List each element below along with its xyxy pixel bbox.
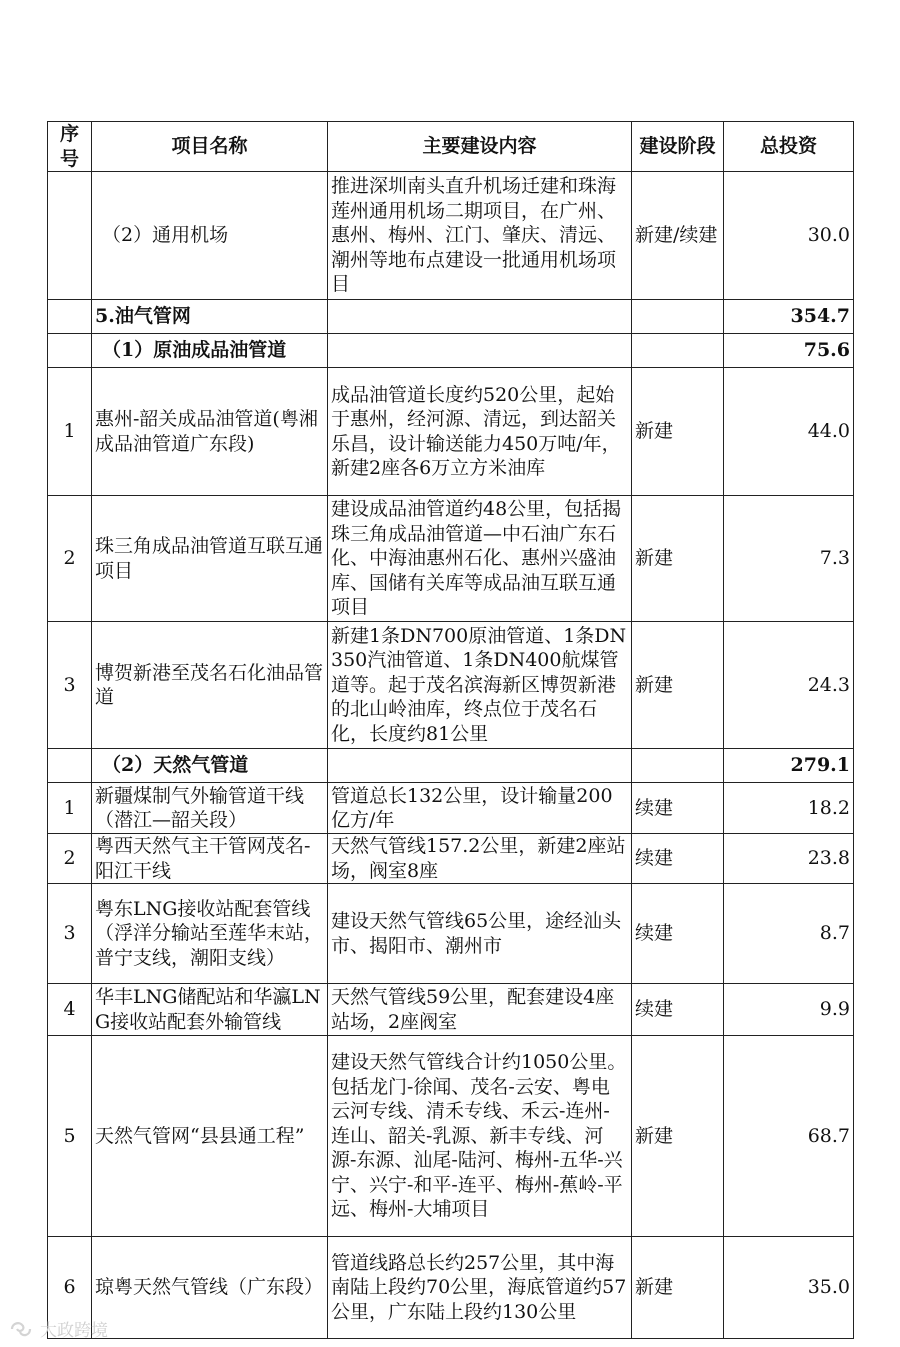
cell-investment: 23.8 xyxy=(724,834,854,884)
investment-table xyxy=(47,121,854,1339)
table-row xyxy=(48,783,854,834)
cell-content: 推进深圳南头直升机场迁建和珠海莲州通用机场二期项目，在广州、惠州、梅州、江门、肇庆、清远、潮州等地布点建设一批通用机场项目 xyxy=(328,172,632,300)
watermark-text: 大政跨境 xyxy=(40,1321,108,1341)
cell-investment: 44.0 xyxy=(724,368,854,496)
table-row xyxy=(48,368,854,496)
cell-investment: 24.3 xyxy=(724,622,854,749)
cell-investment: 7.3 xyxy=(724,496,854,622)
cell-investment: 9.9 xyxy=(724,984,854,1036)
cell-name: 琼粤天然气管线（广东段） xyxy=(92,1237,328,1339)
cell-name: （1）原油成品油管道 xyxy=(92,334,328,368)
cell-stage xyxy=(632,334,724,368)
cell-investment: 68.7 xyxy=(724,1036,854,1237)
watermark xyxy=(8,1316,108,1341)
cell-name: 粤东LNG接收站配套管线（浮洋分输站至莲华末站，普宁支线，潮阳支线） xyxy=(92,884,328,984)
section-row xyxy=(48,300,854,334)
table-row xyxy=(48,834,854,884)
table-row xyxy=(48,884,854,984)
table-row xyxy=(48,1237,854,1339)
cell-stage: 续建 xyxy=(632,834,724,884)
cell-stage: 新建/续建 xyxy=(632,172,724,300)
header-name: 项目名称 xyxy=(92,122,328,172)
cell-name: 博贺新港至茂名石化油品管道 xyxy=(92,622,328,749)
table-row xyxy=(48,496,854,622)
subsection-row xyxy=(48,334,854,368)
cell-content: 建设天然气管线65公里，途经汕头市、揭阳市、潮州市 xyxy=(328,884,632,984)
cell-content: 天然气管线157.2公里，新建2座站场，阀室8座 xyxy=(328,834,632,884)
cell-investment: 30.0 xyxy=(724,172,854,300)
cell-investment: 35.0 xyxy=(724,1237,854,1339)
cell-name: 惠州-韶关成品油管道(粤湘成品油管道广东段) xyxy=(92,368,328,496)
table-row xyxy=(48,172,854,300)
cell-content: 建设成品油管道约48公里，包括揭珠三角成品油管道—中石油广东石化、中海油惠州石化、惠州兴盛油库、国储有关库等成品油互联互通项目 xyxy=(328,496,632,622)
cell-no xyxy=(48,334,92,368)
cell-name: 天然气管网“县县通工程” xyxy=(92,1036,328,1237)
cell-no: 1 xyxy=(48,368,92,496)
table-row xyxy=(48,1036,854,1237)
cell-name: （2）天然气管道 xyxy=(92,749,328,783)
header-stage: 建设阶段 xyxy=(632,122,724,172)
cell-content: 管道总长132公里，设计输量200亿方/年 xyxy=(328,783,632,834)
cell-name: 珠三角成品油管道互联互通项目 xyxy=(92,496,328,622)
cell-content xyxy=(328,749,632,783)
header-row xyxy=(48,122,854,172)
cell-investment: 8.7 xyxy=(724,884,854,984)
cell-stage xyxy=(632,749,724,783)
cell-name: 5.油气管网 xyxy=(92,300,328,334)
cell-stage: 续建 xyxy=(632,783,724,834)
cell-no: 6 xyxy=(48,1237,92,1339)
subsection-row xyxy=(48,749,854,783)
cell-name: （2）通用机场 xyxy=(92,172,328,300)
cell-stage: 续建 xyxy=(632,984,724,1036)
cell-content: 新建1条DN700原油管道、1条DN350汽油管道、1条DN400航煤管道等。起于茂名滨海新区博贺新港的北山岭油库，终点位于茂名石化，长度约81公里 xyxy=(328,622,632,749)
cell-no: 3 xyxy=(48,622,92,749)
cell-stage: 新建 xyxy=(632,1036,724,1237)
cell-investment: 18.2 xyxy=(724,783,854,834)
cell-name: 新疆煤制气外输管道干线（潜江—韶关段） xyxy=(92,783,328,834)
table-row xyxy=(48,622,854,749)
cell-name: 华丰LNG储配站和华瀛LNG接收站配套外输管线 xyxy=(92,984,328,1036)
cell-stage: 新建 xyxy=(632,1237,724,1339)
cell-no: 2 xyxy=(48,834,92,884)
cell-content: 管道线路总长约257公里，其中海南陆上段约70公里，海底管道约57公里，广东陆上段约130公里 xyxy=(328,1237,632,1339)
cell-content: 建设天然气管线合计约1050公里。包括龙门-徐闻、茂名-云安、粤电云河专线、清禾专线、禾云-连州-连山、韶关-乳源、新丰专线、河源-东源、汕尾-陆河、梅州-五华-兴宁、兴宁-和平-连平、梅州-蕉岭-平远、梅州-大埔项目 xyxy=(328,1036,632,1237)
header-investment: 总投资 xyxy=(724,122,854,172)
cell-no: 2 xyxy=(48,496,92,622)
cell-no: 5 xyxy=(48,1036,92,1237)
cell-investment: 279.1 xyxy=(724,749,854,783)
cell-content xyxy=(328,334,632,368)
cell-stage: 续建 xyxy=(632,884,724,984)
cell-no xyxy=(48,172,92,300)
cell-content: 天然气管线59公里，配套建设4座站场，2座阀室 xyxy=(328,984,632,1036)
cell-stage: 新建 xyxy=(632,496,724,622)
table-row xyxy=(48,984,854,1036)
cell-content xyxy=(328,300,632,334)
cell-name: 粤西天然气主干管网茂名-阳江干线 xyxy=(92,834,328,884)
cell-content: 成品油管道长度约520公里，起始于惠州，经河源、清远，到达韶关乐昌，设计输送能力450万吨/年，新建2座各6万立方米油库 xyxy=(328,368,632,496)
header-no: 序号 xyxy=(48,122,92,172)
cell-no: 3 xyxy=(48,884,92,984)
swirl-logo-icon xyxy=(8,1318,34,1340)
header-content: 主要建设内容 xyxy=(328,122,632,172)
cell-investment: 75.6 xyxy=(724,334,854,368)
cell-stage: 新建 xyxy=(632,622,724,749)
cell-stage xyxy=(632,300,724,334)
cell-no: 1 xyxy=(48,783,92,834)
cell-no xyxy=(48,300,92,334)
cell-investment: 354.7 xyxy=(724,300,854,334)
cell-stage: 新建 xyxy=(632,368,724,496)
cell-no: 4 xyxy=(48,984,92,1036)
cell-no xyxy=(48,749,92,783)
